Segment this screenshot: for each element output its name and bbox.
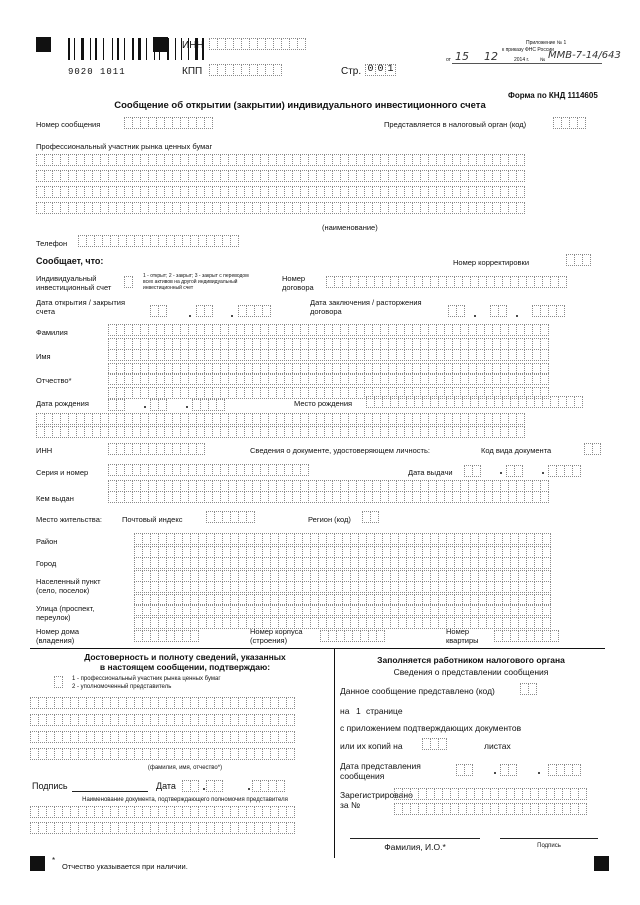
- house-label-1: Номер дома: [36, 627, 80, 636]
- sheets-label: листах: [484, 741, 511, 751]
- flat-cells[interactable]: [494, 630, 558, 642]
- registered-label-2: за №: [340, 800, 361, 810]
- patronymic-label: Отчество*: [36, 376, 72, 385]
- form-code: Форма по КНД 1114605: [508, 91, 598, 100]
- confirm-fio-row-4[interactable]: [30, 748, 294, 760]
- confirm-fio-row-2[interactable]: [30, 714, 294, 726]
- barcode-bar: [114, 38, 115, 60]
- region-cells[interactable]: [362, 511, 378, 523]
- appendix-from: от: [446, 57, 451, 63]
- confirm-date-label: Дата: [156, 781, 176, 791]
- inn-person-label: ИНН: [36, 446, 53, 455]
- input-cell[interactable]: [592, 443, 601, 455]
- input-cell[interactable]: [286, 822, 295, 834]
- page-count: 1: [356, 706, 361, 716]
- street-label-2: переулок): [36, 613, 71, 622]
- doc-type-label: Код вида документа: [481, 446, 552, 455]
- contract-no-label-2: договора: [282, 283, 314, 292]
- kpp-cells[interactable]: [209, 64, 281, 76]
- date-separator: [500, 472, 502, 474]
- input-cell[interactable]: [528, 683, 537, 695]
- id-doc-label: Сведения о документе, удостоверяющем личность:: [250, 446, 430, 455]
- flat-label-2: квартиры: [446, 636, 479, 645]
- barcode-bar: [175, 38, 176, 60]
- confirm-fio-caption: (фамилия, имя, отчество*): [147, 765, 223, 771]
- participant-row-2[interactable]: [36, 170, 524, 182]
- column-divider: [334, 648, 335, 858]
- region-label: Регион (код): [308, 515, 351, 524]
- name-label: Имя: [36, 352, 51, 361]
- submitted-code-cells[interactable]: [520, 683, 536, 695]
- barcode-bar: [112, 38, 113, 60]
- barcode-bar: [71, 38, 72, 60]
- phone-label: Телефон: [36, 239, 68, 248]
- appendix-line2: к приказу ФНС России: [502, 47, 554, 53]
- street-cells-2[interactable]: [134, 617, 550, 629]
- date-presented-day[interactable]: [456, 764, 472, 776]
- input-cell[interactable]: [578, 788, 587, 800]
- date-separator: [516, 315, 518, 317]
- open-date-label-2: счета: [36, 307, 56, 316]
- correction-label: Номер корректировки: [453, 258, 530, 267]
- appendix-no: №: [540, 57, 546, 63]
- appendix-underline: [452, 63, 602, 64]
- date-separator: [248, 788, 250, 790]
- msg-number-label: Номер сообщения: [36, 120, 101, 129]
- handwritten-day: 15: [455, 50, 469, 63]
- input-cell[interactable]: [376, 630, 385, 642]
- barcode-bar: [103, 38, 104, 60]
- input-cell[interactable]: [273, 64, 282, 76]
- barcode-bar: [207, 38, 208, 60]
- barcode-bar: [95, 38, 97, 60]
- footnote-star: *: [52, 856, 56, 865]
- correction-cells[interactable]: [566, 254, 590, 266]
- input-cell[interactable]: [286, 806, 295, 818]
- confirm-doc-caption: Наименование документа, подтверждающего полномочия представителя: [82, 797, 288, 803]
- participant-row-4[interactable]: [36, 202, 524, 214]
- barcode-bar: [92, 38, 93, 60]
- birth-place-cells[interactable]: [366, 396, 582, 408]
- with-docs-label: с приложением подтверждающих документов: [340, 723, 522, 733]
- contract-no-cells[interactable]: [326, 276, 566, 288]
- open-date-month[interactable]: [196, 305, 212, 317]
- birth-date-day[interactable]: [108, 399, 124, 411]
- corner-marker-top-left: [36, 37, 51, 52]
- input-cell[interactable]: [158, 305, 167, 317]
- birth-place-cells-2[interactable]: [36, 413, 524, 425]
- sign-caption: Подпись: [537, 843, 561, 849]
- input-cell[interactable]: [216, 399, 225, 411]
- street-label-1: Улица (проспект,: [36, 604, 95, 613]
- iis-note-1: 1 - открыт; 2 - закрыт; 3 - закрыт с переводом: [143, 273, 249, 279]
- page-digit-cell: 0: [375, 64, 386, 76]
- sign-line[interactable]: [500, 838, 598, 839]
- page-label: Стр.: [341, 66, 362, 77]
- confirm-fio-row-1[interactable]: [30, 697, 294, 709]
- barcode-bar: [90, 38, 91, 60]
- input-cell[interactable]: [508, 764, 517, 776]
- registered-cells-2[interactable]: [394, 803, 586, 815]
- barcode-bar: [171, 38, 172, 60]
- registered-label-1: Зарегистрировано: [340, 790, 413, 800]
- contract-date-day[interactable]: [448, 305, 464, 317]
- confirm-fio-row-3[interactable]: [30, 731, 294, 743]
- contract-date-month[interactable]: [490, 305, 506, 317]
- on-label: на: [340, 706, 350, 716]
- barcode-bar: [146, 38, 147, 60]
- submitted-label: Данное сообщение представлено (код): [340, 686, 495, 696]
- input-cell[interactable]: [516, 170, 525, 182]
- input-cell[interactable]: [542, 533, 551, 545]
- input-cell[interactable]: [370, 511, 379, 523]
- input-cell[interactable]: [578, 803, 587, 815]
- confirm-date-year[interactable]: [252, 780, 284, 792]
- building-cells[interactable]: [320, 630, 384, 642]
- barcode-bar: [100, 38, 102, 60]
- date-presented-month[interactable]: [500, 764, 516, 776]
- participant-row-3[interactable]: [36, 186, 524, 198]
- input-cell[interactable]: [542, 604, 551, 616]
- building-label-1: Номер корпуса: [250, 627, 303, 636]
- input-cell[interactable]: [516, 202, 525, 214]
- input-cell[interactable]: [582, 254, 591, 266]
- iis-status-cell[interactable]: [124, 276, 132, 288]
- date-presented-label-2: сообщения: [340, 771, 385, 781]
- input-cell[interactable]: [54, 676, 63, 688]
- confirm-date-day[interactable]: [182, 780, 198, 792]
- input-cell[interactable]: [286, 714, 295, 726]
- naming-caption: (наименование): [322, 223, 378, 232]
- participant-row-1[interactable]: [36, 154, 524, 166]
- barcode-bar: [86, 38, 87, 60]
- inn-person-cells[interactable]: [108, 443, 204, 455]
- contract-date-label-1: Дата заключения / расторжения: [310, 298, 422, 307]
- input-cell[interactable]: [540, 349, 549, 361]
- confirm-date-month[interactable]: [206, 780, 222, 792]
- phone-cells[interactable]: [78, 235, 238, 247]
- birth-date-year[interactable]: [192, 399, 224, 411]
- issued-by-cells-2[interactable]: [108, 491, 548, 503]
- or-copies-label: или их копий на: [340, 741, 403, 751]
- surname-cells[interactable]: [108, 324, 548, 336]
- date-separator: [203, 788, 205, 790]
- barcode-bar: [68, 38, 70, 60]
- section-divider: [30, 648, 605, 649]
- input-cell[interactable]: [542, 581, 551, 593]
- reports-label: Сообщает, что:: [36, 256, 104, 266]
- issued-by-label: Кем выдан: [36, 494, 74, 503]
- input-cell[interactable]: [230, 235, 239, 247]
- input-cell[interactable]: [297, 38, 306, 50]
- input-cell[interactable]: [572, 764, 581, 776]
- barcode-bar: [124, 38, 125, 60]
- input-cell[interactable]: [558, 276, 567, 288]
- open-date-label-1: Дата открытия / закрытия: [36, 298, 126, 307]
- inn-label: ИНН: [182, 40, 204, 51]
- district-label: Район: [36, 537, 58, 546]
- issue-date-month[interactable]: [506, 465, 522, 477]
- issue-date-year[interactable]: [548, 465, 580, 477]
- city-cells[interactable]: [134, 557, 550, 569]
- open-date-day[interactable]: [150, 305, 166, 317]
- barcode-bar: [135, 38, 136, 60]
- open-date-year[interactable]: [238, 305, 270, 317]
- house-cells[interactable]: [134, 630, 198, 642]
- input-cell[interactable]: [540, 324, 549, 336]
- input-cell[interactable]: [464, 764, 473, 776]
- series-label: Серия и номер: [36, 468, 89, 477]
- barcode-number: 9020 1011: [68, 67, 126, 77]
- input-cell[interactable]: [214, 780, 223, 792]
- confirm-sign-line[interactable]: [72, 791, 148, 792]
- inn-cells[interactable]: [209, 38, 305, 50]
- iis-note-2: всех активов на другой индивидуальный: [143, 279, 238, 285]
- date-separator: [542, 472, 544, 474]
- input-cell[interactable]: [577, 117, 586, 129]
- copies-cells[interactable]: [422, 738, 446, 750]
- fio-caption: Фамилия, И.О.*: [384, 842, 446, 852]
- iis-note-3: инвестиционный счет: [143, 285, 194, 291]
- date-separator: [538, 772, 540, 774]
- contract-no-label-1: Номер: [282, 274, 306, 283]
- date-separator: [231, 315, 233, 317]
- barcode-bar: [122, 38, 123, 60]
- patronymic-cells[interactable]: [108, 373, 548, 385]
- date-separator: [474, 315, 476, 317]
- msg-number-cells[interactable]: [124, 117, 212, 129]
- registered-cells-1[interactable]: [394, 788, 586, 800]
- date-presented-year[interactable]: [548, 764, 580, 776]
- date-separator: [494, 772, 496, 774]
- barcode-bar: [144, 38, 145, 60]
- confirm-type-cell[interactable]: [54, 676, 62, 688]
- input-cell[interactable]: [204, 305, 213, 317]
- postcode-cells[interactable]: [206, 511, 254, 523]
- locality-label-2: (село, поселок): [36, 586, 90, 595]
- fio-line[interactable]: [350, 838, 480, 839]
- house-label-2: (владения): [36, 636, 75, 645]
- confirm-doc-row-2[interactable]: [30, 822, 294, 834]
- barcode-bar: [132, 38, 134, 60]
- input-cell[interactable]: [456, 305, 465, 317]
- input-cell[interactable]: [286, 697, 295, 709]
- input-cell[interactable]: [514, 465, 523, 477]
- kpp-label: КПП: [182, 66, 203, 77]
- city-label: Город: [36, 559, 57, 568]
- barcode-bar: [117, 38, 119, 60]
- input-cell[interactable]: [516, 186, 525, 198]
- district-cells[interactable]: [134, 533, 550, 545]
- series-cells[interactable]: [108, 464, 308, 476]
- birth-date-label: Дата рождения: [36, 399, 89, 408]
- input-cell[interactable]: [498, 305, 507, 317]
- barcode-bar: [127, 38, 129, 60]
- iis-label-1: Индивидуальный: [36, 274, 97, 283]
- confirm-option-1: 1 - профессиональный участник рынка ценных бумаг: [72, 676, 221, 682]
- input-cell[interactable]: [190, 630, 199, 642]
- surname-label: Фамилия: [36, 328, 68, 337]
- corner-marker-top-mid: [153, 37, 168, 52]
- confirm-doc-row-1[interactable]: [30, 806, 294, 818]
- footnote: Отчество указывается при наличии.: [62, 862, 188, 871]
- date-separator: [186, 406, 188, 408]
- contract-date-year[interactable]: [532, 305, 564, 317]
- input-cell[interactable]: [542, 617, 551, 629]
- page-word: странице: [366, 706, 403, 716]
- barcode-bar: [149, 38, 151, 60]
- appendix-year: 2014 г.: [514, 57, 530, 63]
- corner-marker-bottom-left: [30, 856, 45, 871]
- date-separator: [144, 406, 146, 408]
- page-digit-cell: 0: [365, 64, 376, 76]
- input-cell[interactable]: [116, 399, 125, 411]
- input-cell[interactable]: [572, 465, 581, 477]
- input-cell[interactable]: [472, 465, 481, 477]
- input-cell[interactable]: [300, 464, 309, 476]
- handwritten-number: ММВ-7-14/643: [548, 50, 621, 61]
- birth-place-label: Место рождения: [294, 399, 353, 408]
- input-cell[interactable]: [190, 780, 199, 792]
- input-cell[interactable]: [246, 511, 255, 523]
- locality-label-1: Населенный пункт: [36, 577, 101, 586]
- issue-date-label: Дата выдачи: [408, 468, 453, 477]
- locality-cells[interactable]: [134, 581, 550, 593]
- tax-block-title: Заполняется работником налогового органа: [377, 655, 565, 665]
- residence-label: Место жительства:: [36, 515, 102, 524]
- confirm-title-1: Достоверность и полноту сведений, указанных: [84, 652, 286, 662]
- input-cell[interactable]: [540, 491, 549, 503]
- tax-block-subtitle: Сведения о представлении сообщения: [393, 667, 549, 677]
- building-label-2: (строения): [250, 636, 288, 645]
- confirm-title-2: в настоящем сообщении, подтверждаю:: [99, 662, 271, 672]
- input-cell[interactable]: [574, 396, 583, 408]
- page-number-cells: [365, 64, 395, 76]
- tax-office-cells[interactable]: [553, 117, 585, 129]
- corner-marker-bottom-right: [594, 856, 609, 871]
- barcode-bar: [78, 38, 80, 60]
- input-cell[interactable]: [196, 443, 205, 455]
- barcode-bar: [177, 38, 179, 60]
- date-presented-label-1: Дата представления: [340, 761, 421, 771]
- flat-label-1: Номер: [446, 627, 470, 636]
- page-digit-cell: 1: [385, 64, 396, 76]
- barcode-bar: [106, 38, 109, 60]
- input-cell[interactable]: [262, 305, 271, 317]
- iis-label-2: инвестиционный счет: [36, 283, 112, 292]
- birth-place-cells-3[interactable]: [36, 426, 524, 438]
- input-cell[interactable]: [516, 426, 525, 438]
- input-cell[interactable]: [540, 373, 549, 385]
- confirm-sign-label: Подпись: [32, 781, 68, 791]
- appendix-line1: Приложение № 1: [526, 40, 567, 46]
- barcode-bar: [81, 38, 84, 60]
- confirm-option-2: 2 - уполномоченный представитель: [72, 684, 172, 690]
- input-cell[interactable]: [516, 154, 525, 166]
- issue-date-day[interactable]: [464, 465, 480, 477]
- birth-date-month[interactable]: [150, 399, 166, 411]
- input-cell[interactable]: [542, 557, 551, 569]
- input-cell[interactable]: [286, 731, 295, 743]
- doc-type-cells[interactable]: [584, 443, 600, 455]
- input-cell[interactable]: [556, 305, 565, 317]
- barcode-bar: [138, 38, 141, 60]
- date-separator: [189, 315, 191, 317]
- tax-office-label: Представляется в налоговый орган (код): [384, 120, 527, 129]
- input-cell[interactable]: [124, 276, 133, 288]
- street-cells[interactable]: [134, 604, 550, 616]
- participant-label: Профессиональный участник рынка ценных бумаг: [36, 142, 213, 151]
- input-cell[interactable]: [204, 117, 213, 129]
- input-cell[interactable]: [550, 630, 559, 642]
- input-cell[interactable]: [438, 738, 447, 750]
- handwritten-month: 12: [484, 50, 498, 63]
- input-cell[interactable]: [158, 399, 167, 411]
- postcode-label: Почтовый индекс: [122, 515, 183, 524]
- input-cell[interactable]: [276, 780, 285, 792]
- input-cell[interactable]: [286, 748, 295, 760]
- input-cell[interactable]: [516, 413, 525, 425]
- contract-date-label-2: договора: [310, 307, 342, 316]
- form-title: Сообщение об открытии (закрытии) индивидуального инвестиционного счета: [114, 100, 486, 111]
- barcode-bar: [74, 38, 75, 60]
- name-cells[interactable]: [108, 349, 548, 361]
